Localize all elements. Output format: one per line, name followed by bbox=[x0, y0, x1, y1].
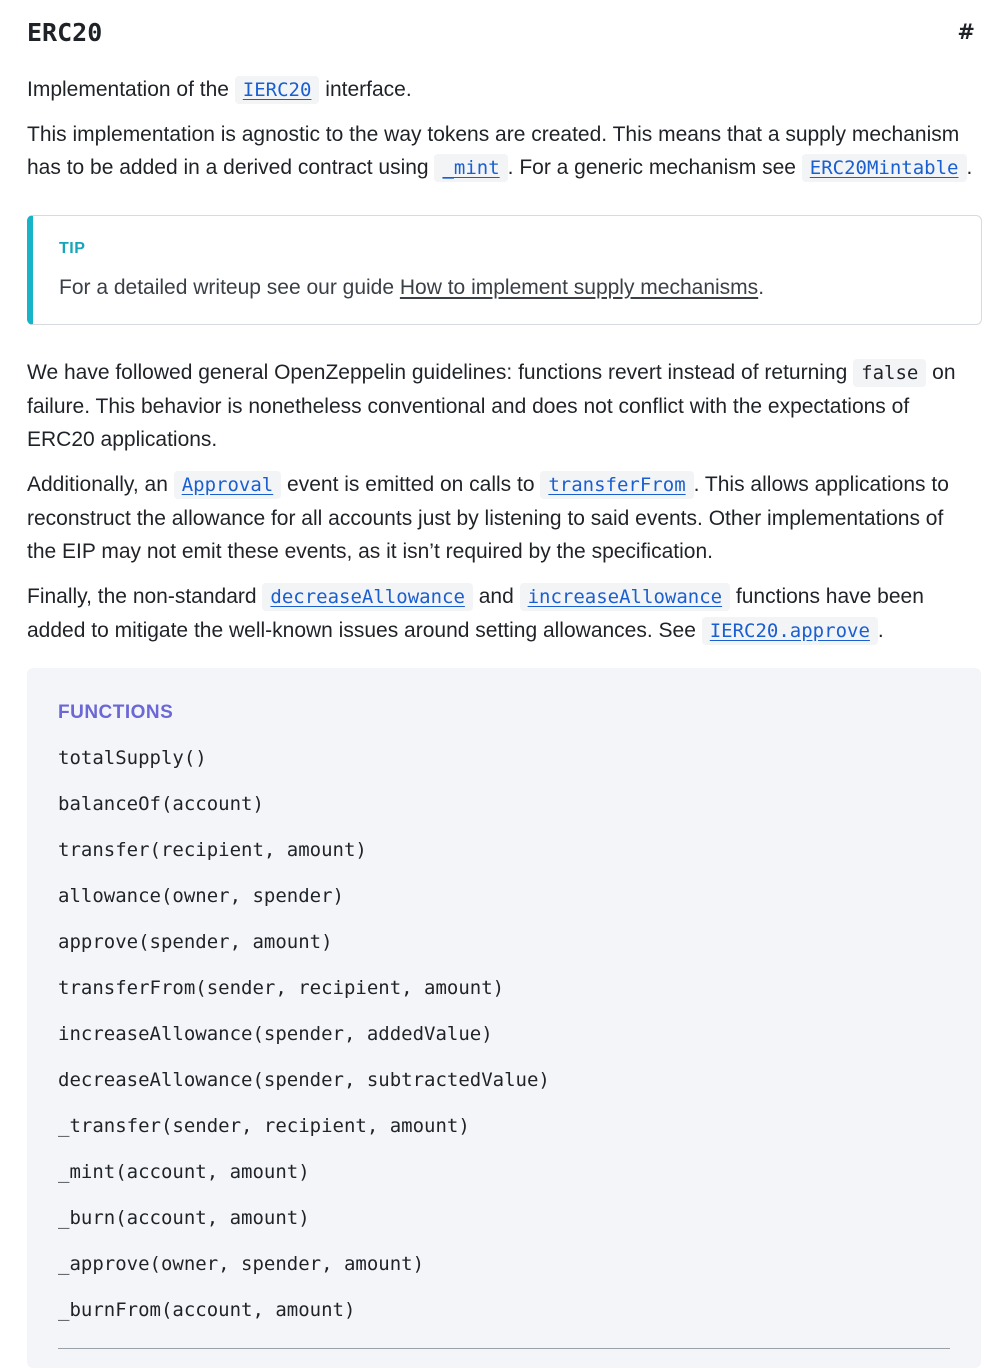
p3-text-1: We have followed general OpenZeppelin guidelines: functions revert instead of returning bbox=[27, 361, 854, 384]
p1-text-before: Implementation of the bbox=[27, 78, 235, 101]
p2-text-1: This implementation is agnostic to the way tokens are created. This means that a supply mechanism has to be added in a derived contract using bbox=[27, 123, 960, 179]
function-item-decreaseallowance[interactable]: decreaseAllowance(spender, subtractedValue) bbox=[58, 1069, 550, 1091]
function-item-internal-transfer[interactable]: _transfer(sender, recipient, amount) bbox=[58, 1115, 470, 1137]
guidelines-paragraph bbox=[27, 356, 977, 456]
transferfrom-link[interactable]: transferFrom bbox=[540, 471, 693, 499]
supply-mechanisms-guide-link[interactable]: How to implement supply mechanisms bbox=[399, 276, 759, 299]
function-item-totalsupply[interactable]: totalSupply() bbox=[58, 747, 207, 769]
function-item-transferfrom[interactable]: transferFrom(sender, recipient, amount) bbox=[58, 977, 505, 999]
heading-anchor-link[interactable]: # bbox=[957, 20, 975, 44]
tip-text-after: . bbox=[758, 276, 765, 299]
functions-divider bbox=[58, 1348, 950, 1349]
function-item-internal-burnfrom[interactable]: _burnFrom(account, amount) bbox=[58, 1299, 356, 1321]
tip-label: TIP bbox=[59, 240, 86, 257]
function-item-internal-burn[interactable]: _burn(account, amount) bbox=[58, 1207, 310, 1229]
ierc20-approve-link[interactable]: IERC20.approve bbox=[702, 617, 878, 645]
function-item-balanceof[interactable]: balanceOf(account) bbox=[58, 793, 264, 815]
function-item-allowance[interactable]: allowance(owner, spender) bbox=[58, 885, 344, 907]
p5-text-4: . bbox=[877, 619, 884, 642]
functions-panel bbox=[27, 668, 981, 1368]
section-title: ERC20 bbox=[27, 18, 103, 47]
tip-text-before: For a detailed writeup see our guide bbox=[59, 276, 400, 299]
p5-text-1: Finally, the non-standard bbox=[27, 585, 263, 608]
approval-paragraph bbox=[27, 468, 977, 568]
function-item-transfer[interactable]: transfer(recipient, amount) bbox=[58, 839, 367, 861]
intro-paragraph-2 bbox=[27, 118, 977, 185]
function-item-internal-mint[interactable]: _mint(account, amount) bbox=[58, 1161, 310, 1183]
section-heading bbox=[27, 18, 981, 54]
tip-admonition bbox=[27, 215, 982, 325]
tip-text bbox=[59, 276, 764, 300]
mint-link[interactable]: _mint bbox=[434, 154, 507, 182]
function-item-increaseallowance[interactable]: increaseAllowance(spender, addedValue) bbox=[58, 1023, 493, 1045]
p5-text-3: functions have been added to mitigate the well-known issues around setting allowances. See bbox=[27, 585, 924, 642]
function-item-approve[interactable]: approve(spender, amount) bbox=[58, 931, 333, 953]
p4-text-1: Additionally, an bbox=[27, 473, 174, 496]
ierc20-link[interactable]: IERC20 bbox=[235, 76, 320, 104]
functions-title: FUNCTIONS bbox=[58, 702, 174, 723]
functions-list bbox=[58, 741, 550, 1339]
intro-paragraph-1 bbox=[27, 73, 981, 107]
p2-text-3: . bbox=[966, 156, 973, 179]
erc20mintable-link[interactable]: ERC20Mintable bbox=[802, 154, 967, 182]
p3-text-2: on failure. This behavior is nonetheless conventional and does not conflict with the expectations of ERC20 applications. bbox=[27, 361, 956, 451]
decreaseallowance-link[interactable]: decreaseAllowance bbox=[262, 583, 472, 611]
allowance-paragraph bbox=[27, 580, 977, 648]
function-item-internal-approve[interactable]: _approve(owner, spender, amount) bbox=[58, 1253, 425, 1275]
p4-text-2: event is emitted on calls to bbox=[281, 473, 541, 496]
increaseallowance-link[interactable]: increaseAllowance bbox=[520, 583, 730, 611]
p1-text-after: interface. bbox=[319, 78, 412, 101]
p4-text-3: . This allows applications to reconstruct the allowance for all accounts just by listening to said events. Other implementations of the EIP may not emit these events, as it isn’t required by the specification. bbox=[27, 473, 949, 563]
approval-link[interactable]: Approval bbox=[174, 471, 282, 499]
false-code: false bbox=[853, 359, 926, 387]
p5-text-2: and bbox=[472, 585, 520, 608]
p2-text-2: . For a generic mechanism see bbox=[507, 156, 802, 179]
